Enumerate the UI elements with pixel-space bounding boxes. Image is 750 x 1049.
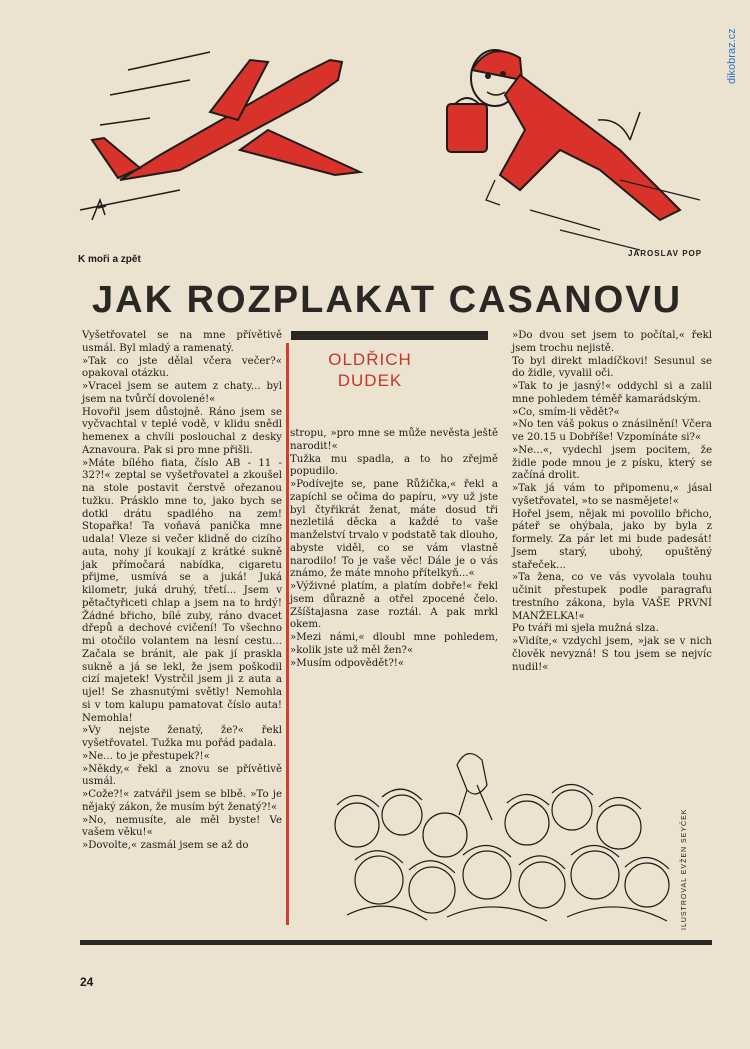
paragraph: »Co, smím-li vědět?« — [512, 406, 620, 418]
bottom-rule — [80, 940, 712, 945]
text-column-3 — [512, 330, 712, 674]
paragraph: »Ta žena, co ve vás vyvolala touhu učinit přestupek podle paragrafu trestního zákona, byla VAŠE PRVNÍ MANŽELKA!« — [512, 572, 712, 622]
author-first-name: OLDŘICH — [328, 350, 412, 369]
top-illustration — [0, 0, 750, 260]
paragraph: Vyšetřovatel se na mne přívětivě usmál. Byl mladý a ramenatý. — [82, 330, 282, 354]
paragraph: To byl direkt mladíčkovi! Sesunul se do židle, vyvalil oči. — [512, 355, 712, 380]
paragraph: Hovořil jsem důstojně. Ráno jsem se vyčvachtal v teplé vodě, v klidu snědl hemenex a chvíli poslouchal z desky Aznavoura. Pak si pro mne přišli. — [82, 406, 282, 456]
paragraph: »Podívejte se, pane Růžička,« řekl a zapíchl se očima do papíru, »vy už jste byl čtyřikrát ženat, máte dosud tři nezletilá děcka a každé to vaše manželství trvalo v podstatě tak dlouho, abyste viděl, co se vám vlastně narodilo! To je vaše věc! Dále je o vás známo, že máte mnoho přítelkyň...« — [290, 479, 498, 580]
paragraph: »Musím odpovědět?!« — [290, 657, 405, 669]
paragraph: »Ne... to je přestupek?!« — [82, 750, 210, 762]
paragraph: »Dovolte,« zasmál jsem se až do — [82, 840, 249, 851]
paragraph: »Do dvou set jsem to počítal,« řekl jsem trochu nejistě. — [512, 330, 712, 354]
paragraph: »Někdy,« řekl a znovu se přívětivě usmál. — [82, 763, 282, 788]
illustration-caption: K moři a zpět — [78, 254, 141, 265]
column-divider — [286, 343, 289, 925]
paragraph: »Tak to je jasný!« oddychl si a zalil mne pohledem téměř kamarádským. — [512, 381, 712, 405]
page-number: 24 — [80, 975, 94, 989]
illustrator-name: JAROSLAV POP — [628, 249, 703, 258]
paragraph: Tužka mu spadla, a to ho zřejmě popudilo. — [290, 453, 498, 478]
paragraph: »Výživné platím, a platím dobře!« řekl jsem důrazně a otřel zpocené čelo. Zšíštajasna zase roztál. A pak mrkl okem. — [290, 581, 498, 631]
paragraph: »Tak já vám to připomenu,« jásal vyšetřovatel, »to se nasmějete!« — [512, 483, 712, 507]
paragraph: Po tváři mi sjela mužná slza. — [512, 623, 659, 635]
text-column-2 — [290, 428, 498, 670]
paragraph: »No ten váš pokus o znásilnění! Včera ve 20.15 u Dobříše! Vzpomínáte si?« — [512, 419, 712, 443]
paragraph: »Vy nejste ženatý, že?« řekl vyšetřovatel. Tužka mu pořád padala. — [82, 725, 282, 749]
illustration-credit-text: ILUSTROVAL EVŽEN SEYČEK — [681, 808, 688, 930]
author-last-name: DUDEK — [337, 371, 403, 390]
paragraph: »Vidíte,« vzdychl jsem, »jak se v nich člověk nevyzná! S tou jsem se nejvíc nudil!« — [512, 636, 712, 673]
airplane-drawing — [80, 52, 360, 220]
paragraph: »Vracel jsem se autem z chaty... byl jsem na tvůrčí dovolené!« — [82, 381, 282, 405]
paragraph: »Máte bílého fiata, číslo AB - 11 - 32?!« zeptal se vyšetřovatel a zkoušel na stole postavit čerstvě ořezanou tužku. Prásklo mne to, jako bych se dotkl drátu spadlého na zem! Stopařka! Ta voňavá panička mne udala! Vleze si večer klidně do cizího auta, nohy jí koukají z krátké sukně jak přímočará nabídka, cigaretu přijme, usmívá se a juká! Juká kilometr, juká druhý, třetí... Jsem v pětačtyřiceti chlap a jsem na to hrdý! Žádné břicho, bílé zuby, ráno dvacet dřepů a dechové cvičení! To všechno mi otočilo volantem na lesní cestu... Začala se bránit, ale pak jí praskla sukně a já se lekl, že jsem poškodil cizí majetek! Vystrčil jsem ji z auta a ujel! Se zhasnutými světly! Nemohla si v tom kalupu pamatovat číslo auta! Nemohla! — [82, 457, 282, 724]
illustration-credit — [681, 780, 695, 930]
paragraph: »Cože?!« zatvářil jsem se blbě. »To je nějaký zákon, že musím být ženatý?!« — [82, 789, 282, 813]
watermark-text: dikobraz.cz — [726, 28, 738, 84]
text-column-1 — [82, 330, 282, 853]
man-with-suitcase-drawing — [447, 50, 700, 250]
article-headline: JAK ROZPLAKAT CASANOVU — [92, 279, 683, 321]
paragraph: Hořel jsem, nějak mi povolilo břicho, páteř se ohýbala, jako by byla z formely. Za pár let mi bude padesát! Jsem starý, ubohý, opuštěný stařeček... — [512, 508, 712, 571]
author-name — [291, 349, 449, 391]
paragraph: »No, nemusíte, ale měl byste! Ve vašem věku!« — [82, 814, 282, 839]
paragraph: stropu, »pro mne se může nevěsta ještě narodit!« — [290, 428, 498, 452]
crowd-illustration — [327, 745, 671, 925]
author-bar — [291, 331, 488, 340]
paragraph: »Ne...«, vydechl jsem pocitem, že židle pode mnou je z písku, který se začíná drolit. — [512, 444, 712, 482]
paragraph: »Tak co jste dělal včera večer?« opakoval otázku. — [82, 355, 282, 380]
paragraph: »Mezi námi,« dloubl mne pohledem, »kolik jste už měl žen?« — [290, 632, 498, 656]
watermark — [726, 14, 740, 84]
